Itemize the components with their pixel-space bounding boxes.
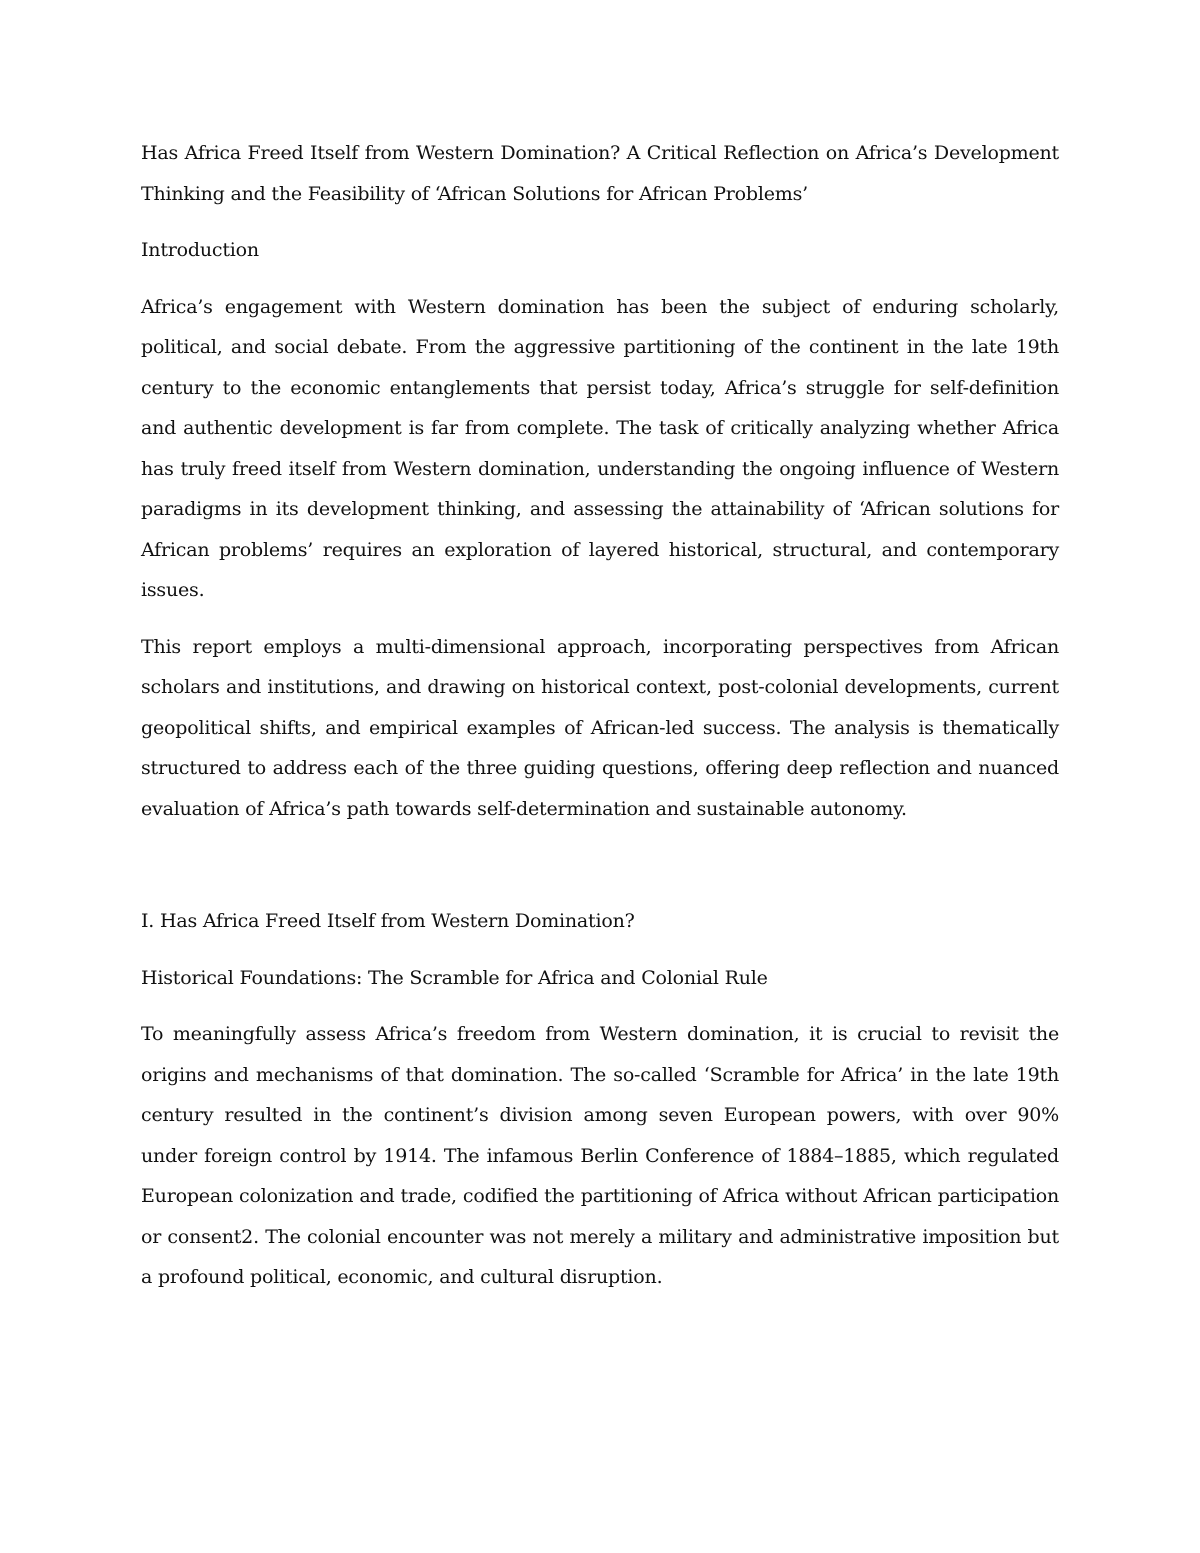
section-spacer [141, 845, 1059, 901]
section-1-subheading: Historical Foundations: The Scramble for Africa and Colonial Rule [141, 966, 768, 989]
section-1-heading: I. Has Africa Freed Itself from Western Domination? [141, 910, 635, 932]
section-1-paragraph-1: To meaningfully assess Africa’s freedom from Western domination, it is crucial to revisit the origins and mechanisms of that domination. The so-called ‘Scramble for Africa’ in the late 19th century resulted in the continent’s division among seven European powers, with over 90% under foreign control by 1914. The infamous Berlin Conference of 1884–1885, which regulated European colonization and trade, codified the partitioning of Africa without African participation or consent2. The colonial encounter was not merely a military and administrative imposition but a profound political, economic, and cultural disruption. [141, 1023, 1059, 1288]
introduction-heading: Introduction [141, 239, 259, 261]
introduction-paragraph-2: This report employs a multi-dimensional approach, incorporating perspectives from African scholars and institutions, and drawing on historical context, post-colonial developments, current geopolitical shifts, and empirical examples of African-led success. The analysis is thematically structured to address each of the three guiding questions, offering deep reflection and nuanced evaluation of Africa’s path towards self-determination and sustainable autonomy. [141, 635, 1059, 820]
introduction-paragraph-1: Africa’s engagement with Western domination has been the subject of enduring scholarly, political, and social debate. From the aggressive partitioning of the continent in the late 19th century to the economic entanglements that persist today, Africa’s struggle for self-definition and authentic development is far from complete. The task of critically analyzing whether Africa has truly freed itself from Western domination, understanding the ongoing influence of Western paradigms in its development thinking, and assessing the attainability of ‘African solutions for African problems’ requires an exploration of layered historical, structural, and contemporary issues. [141, 295, 1059, 601]
document-title: Has Africa Freed Itself from Western Domination? A Critical Reflection on Africa’s Development Thinking and the Feasibility of ‘African Solutions for African Problems’ [141, 142, 1059, 205]
document-page [141, 133, 1059, 1314]
